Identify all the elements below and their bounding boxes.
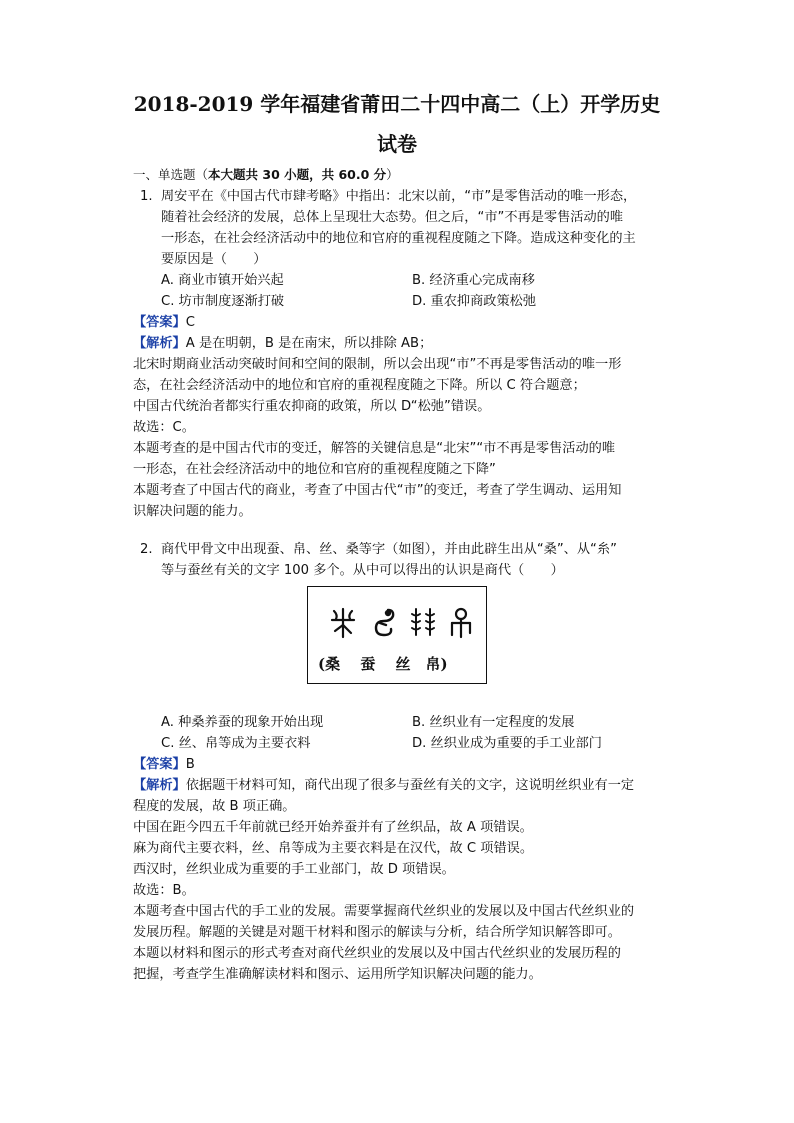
analysis-line: 一形态，在社会经济活动中的地位和官府的重视程度随之下降”: [133, 462, 496, 477]
analysis-line: 本题考查中国古代的手工业的发展。需要掌握商代丝织业的发展以及中国古代丝织业的: [133, 904, 635, 919]
answer-value: B: [185, 757, 195, 772]
answer-value: C: [185, 315, 195, 330]
answer-label: 【答案】: [133, 757, 186, 772]
oracle-bone-script-figure: [307, 586, 487, 684]
document-title-line-1: 2018-2019 学年福建省莆田二十四中高二（上）开学历史: [133, 92, 661, 116]
question-1-analysis: [133, 334, 432, 354]
question-1-option-d: D. 重农抑商政策松弛: [412, 294, 537, 309]
question-2-line: 商代甲骨文中出现蚕、帛、丝、桑等字（如图），并由此辟生出从“桑”、从“糸”: [161, 542, 617, 557]
question-2-line: 等与蚕丝有关的文字 100 多个。从中可以得出的认识是商代（ ）: [161, 563, 564, 578]
question-1-option-a: A. 商业市镇开始兴起: [161, 273, 284, 288]
question-2-number: 2.: [140, 542, 153, 557]
question-1-number: 1.: [140, 189, 153, 204]
analysis-text: A 是在明朝，B 是在南宋，所以排除 AB；: [185, 336, 433, 351]
question-2-option-d: D. 丝织业成为重要的手工业部门: [412, 736, 602, 751]
question-1-option-c: C. 坊市制度逐渐打破: [161, 294, 285, 309]
analysis-line: 北宋时期商业活动突破时间和空间的限制，所以会出现“市”不再是零售活动的唯一形: [133, 357, 622, 372]
analysis-label: 【解析】: [133, 778, 186, 793]
question-1-option-b: B. 经济重心完成南移: [412, 273, 535, 288]
question-1-line: 一形态，在社会经济活动中的地位和官府的重视程度随之下降。造成这种变化的主: [161, 231, 636, 246]
figure-caption: (桑 蚕 丝 帛): [318, 655, 448, 673]
oracle-glyph-can-icon: [368, 605, 398, 639]
analysis-line: 本题考查了中国古代的商业，考查了中国古代“市”的变迁，考查了学生调动、运用知: [133, 483, 622, 498]
question-2-option-a: A. 种桑养蚕的现象开始出现: [161, 715, 324, 730]
analysis-line: 西汉时，丝织业成为重要的手工业部门，故 D 项错误。: [133, 862, 455, 877]
oracle-glyph-bo-icon: [446, 605, 476, 639]
question-2-analysis: [133, 776, 634, 796]
oracle-glyph-sang-icon: [328, 605, 358, 639]
analysis-line: 本题考查的是中国古代市的变迁，解答的关键信息是“北宋”“市不再是零售活动的唯: [133, 441, 616, 456]
analysis-line: 把握，考查学生准确解读材料和图示、运用所学知识解决问题的能力。: [133, 967, 542, 982]
section-heading: [133, 165, 399, 183]
section-prefix: 一、单选题（: [133, 167, 209, 182]
question-1-line: 随着社会经济的发展，总体上呈现壮大态势。但之后，“市”不再是零售活动的唯: [161, 210, 624, 225]
analysis-line: 麻为商代主要衣料，丝、帛等成为主要衣料是在汉代，故 C 项错误。: [133, 841, 534, 856]
analysis-line: 态，在社会经济活动中的地位和官府的重视程度随之下降。所以 C 符合题意；: [133, 378, 586, 393]
section-suffix: ）: [386, 167, 399, 182]
oracle-glyph-si-icon: [408, 605, 438, 639]
analysis-line: 识解决问题的能力。: [133, 504, 252, 519]
analysis-label: 【解析】: [133, 336, 186, 351]
analysis-line: 中国古代统治者都实行重农抑商的政策，所以 D“松弛”错误。: [133, 399, 491, 414]
question-1-answer: [133, 313, 195, 333]
analysis-text: 依据题干材料可知，商代出现了很多与蚕丝有关的文字，这说明丝织业有一定: [185, 778, 635, 793]
answer-label: 【答案】: [133, 315, 186, 330]
question-2-answer: [133, 755, 195, 775]
section-bold: 本大题共 30 小题，共 60.0 分: [208, 167, 387, 182]
question-1-line: 周安平在《中国古代市肆考略》中指出：北宋以前，“市”是零售活动的唯一形态，: [161, 189, 637, 204]
question-2-option-c: C. 丝、帛等成为主要衣料: [161, 736, 311, 751]
question-1-line: 要原因是（ ）: [161, 252, 267, 267]
analysis-line: 中国在距今四五千年前就已经开始养蚕并有了丝织品，故 A 项错误。: [133, 820, 533, 835]
question-2-option-b: B. 丝织业有一定程度的发展: [412, 715, 575, 730]
analysis-line: 故选：B。: [133, 883, 195, 898]
analysis-line: 程度的发展，故 B 项正确。: [133, 799, 296, 814]
analysis-line: 本题以材料和图示的形式考查对商代丝织业的发展以及中国古代丝织业的发展历程的: [133, 946, 621, 961]
analysis-line: 发展历程。解题的关键是对题干材料和图示的解读与分析，结合所学知识解答即可。: [133, 925, 621, 940]
document-title-line-2: 试卷: [377, 132, 417, 156]
analysis-line: 故选：C。: [133, 420, 195, 435]
